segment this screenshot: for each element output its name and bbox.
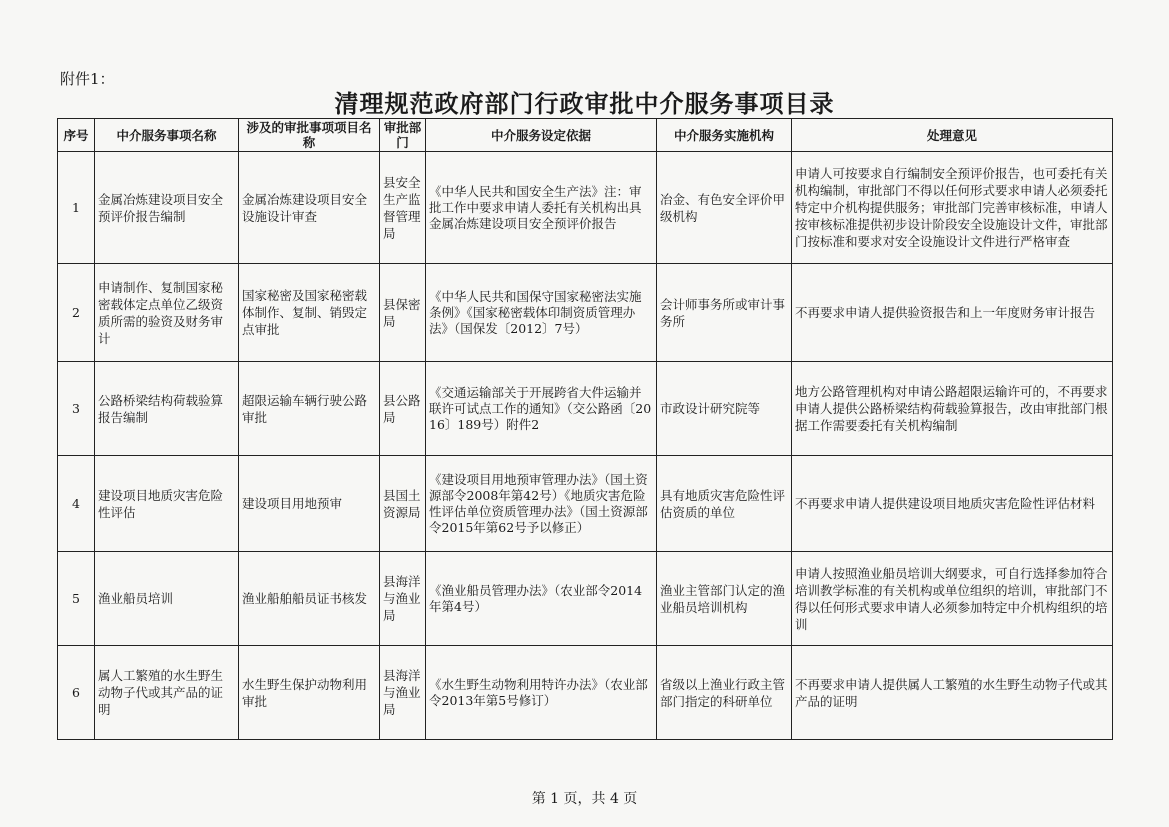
row-agency: 渔业主管部门认定的渔业船员培训机构	[657, 552, 792, 646]
row-no: 2	[58, 264, 95, 362]
row-agency: 冶金、有色安全评价甲级机构	[657, 152, 792, 264]
row-dept: 县海洋与渔业局	[380, 646, 426, 740]
table-row	[58, 152, 1113, 264]
row-agency: 具有地质灾害危险性评估资质的单位	[657, 456, 792, 552]
row-dept: 县安全生产监督管理局	[380, 152, 426, 264]
row-basis: 《建设项目用地预审管理办法》（国土资源部令2008年第42号）《地质灾害危险性评估单位资质管理办法》（国土资源部令2015年第62号予以修正）	[426, 456, 657, 552]
row-approval: 国家秘密及国家秘密载体制作、复制、销毁定点审批	[239, 264, 380, 362]
row-basis: 《交通运输部关于开展跨省大件运输并联许可试点工作的通知》（交公路函〔2016〕189号）附件2	[426, 362, 657, 456]
row-no: 6	[58, 646, 95, 740]
table-row	[58, 646, 1113, 740]
row-no: 3	[58, 362, 95, 456]
row-no: 5	[58, 552, 95, 646]
row-dept: 县国土资源局	[380, 456, 426, 552]
row-service: 属人工繁殖的水生野生动物子代或其产品的证明	[95, 646, 239, 740]
row-agency: 会计师事务所或审计事务所	[657, 264, 792, 362]
header-service: 中介服务事项名称	[95, 119, 239, 152]
row-opinion: 申请人可按要求自行编制安全预评价报告，也可委托有关机构编制，审批部门不得以任何形式要求申请人必须委托特定中介机构提供服务；审批部门完善审核标准，申请人按审核标准提供初步设计阶段安全设施设计文件，审批部门按标准和要求对安全设施设计文件进行严格审查	[792, 152, 1113, 264]
row-service: 金属冶炼建设项目安全预评价报告编制	[95, 152, 239, 264]
row-approval: 水生野生保护动物利用审批	[239, 646, 380, 740]
row-approval: 建设项目用地预审	[239, 456, 380, 552]
row-agency: 省级以上渔业行政主管部门指定的科研单位	[657, 646, 792, 740]
row-opinion: 不再要求申请人提供属人工繁殖的水生野生动物子代或其产品的证明	[792, 646, 1113, 740]
header-approval: 涉及的审批事项项目名称	[239, 119, 380, 152]
header-row	[58, 119, 1113, 152]
row-basis: 《中华人民共和国保守国家秘密法实施条例》《国家秘密载体印制资质管理办法》（国保发〔2012〕7号）	[426, 264, 657, 362]
catalog-table	[57, 118, 1113, 740]
row-service: 申请制作、复制国家秘密载体定点单位乙级资质所需的验资及财务审计	[95, 264, 239, 362]
row-no: 4	[58, 456, 95, 552]
page-footer: 第 1 页，共 4 页	[531, 791, 638, 807]
row-dept: 县公路局	[380, 362, 426, 456]
row-opinion: 地方公路管理机构对申请公路超限运输许可的，不再要求申请人提供公路桥梁结构荷载验算报告，改由审批部门根据工作需要委托有关机构编制	[792, 362, 1113, 456]
row-opinion: 不再要求申请人提供建设项目地质灾害危险性评估材料	[792, 456, 1113, 552]
row-service: 渔业船员培训	[95, 552, 239, 646]
row-service: 公路桥梁结构荷载验算报告编制	[95, 362, 239, 456]
header-dept: 审批部门	[380, 119, 426, 152]
header-agency: 中介服务实施机构	[657, 119, 792, 152]
header-opinion: 处理意见	[792, 119, 1113, 152]
row-dept: 县保密局	[380, 264, 426, 362]
attachment-label: 附件1：	[60, 70, 115, 88]
row-basis: 《中华人民共和国安全生产法》注：审批工作中要求申请人委托有关机构出具金属冶炼建设项目安全预评价报告	[426, 152, 657, 264]
row-basis: 《渔业船员管理办法》（农业部令2014年第4号）	[426, 552, 657, 646]
header-no: 序号	[58, 119, 95, 152]
row-approval: 超限运输车辆行驶公路审批	[239, 362, 380, 456]
table-row	[58, 264, 1113, 362]
row-service: 建设项目地质灾害危险性评估	[95, 456, 239, 552]
row-agency: 市政设计研究院等	[657, 362, 792, 456]
row-opinion: 不再要求申请人提供验资报告和上一年度财务审计报告	[792, 264, 1113, 362]
table-row	[58, 552, 1113, 646]
row-approval: 渔业船舶船员证书核发	[239, 552, 380, 646]
row-approval: 金属冶炼建设项目安全设施设计审查	[239, 152, 380, 264]
row-dept: 县海洋与渔业局	[380, 552, 426, 646]
table-row	[58, 362, 1113, 456]
table-row	[58, 456, 1113, 552]
page-title: 清理规范政府部门行政审批中介服务事项目录	[334, 89, 835, 118]
row-no: 1	[58, 152, 95, 264]
row-opinion: 申请人按照渔业船员培训大纲要求，可自行选择参加符合培训教学标准的有关机构或单位组织的培训，审批部门不得以任何形式要求申请人必须参加特定中介机构组织的培训	[792, 552, 1113, 646]
header-basis: 中介服务设定依据	[426, 119, 657, 152]
row-basis: 《水生野生动物利用特许办法》（农业部令2013年第5号修订）	[426, 646, 657, 740]
